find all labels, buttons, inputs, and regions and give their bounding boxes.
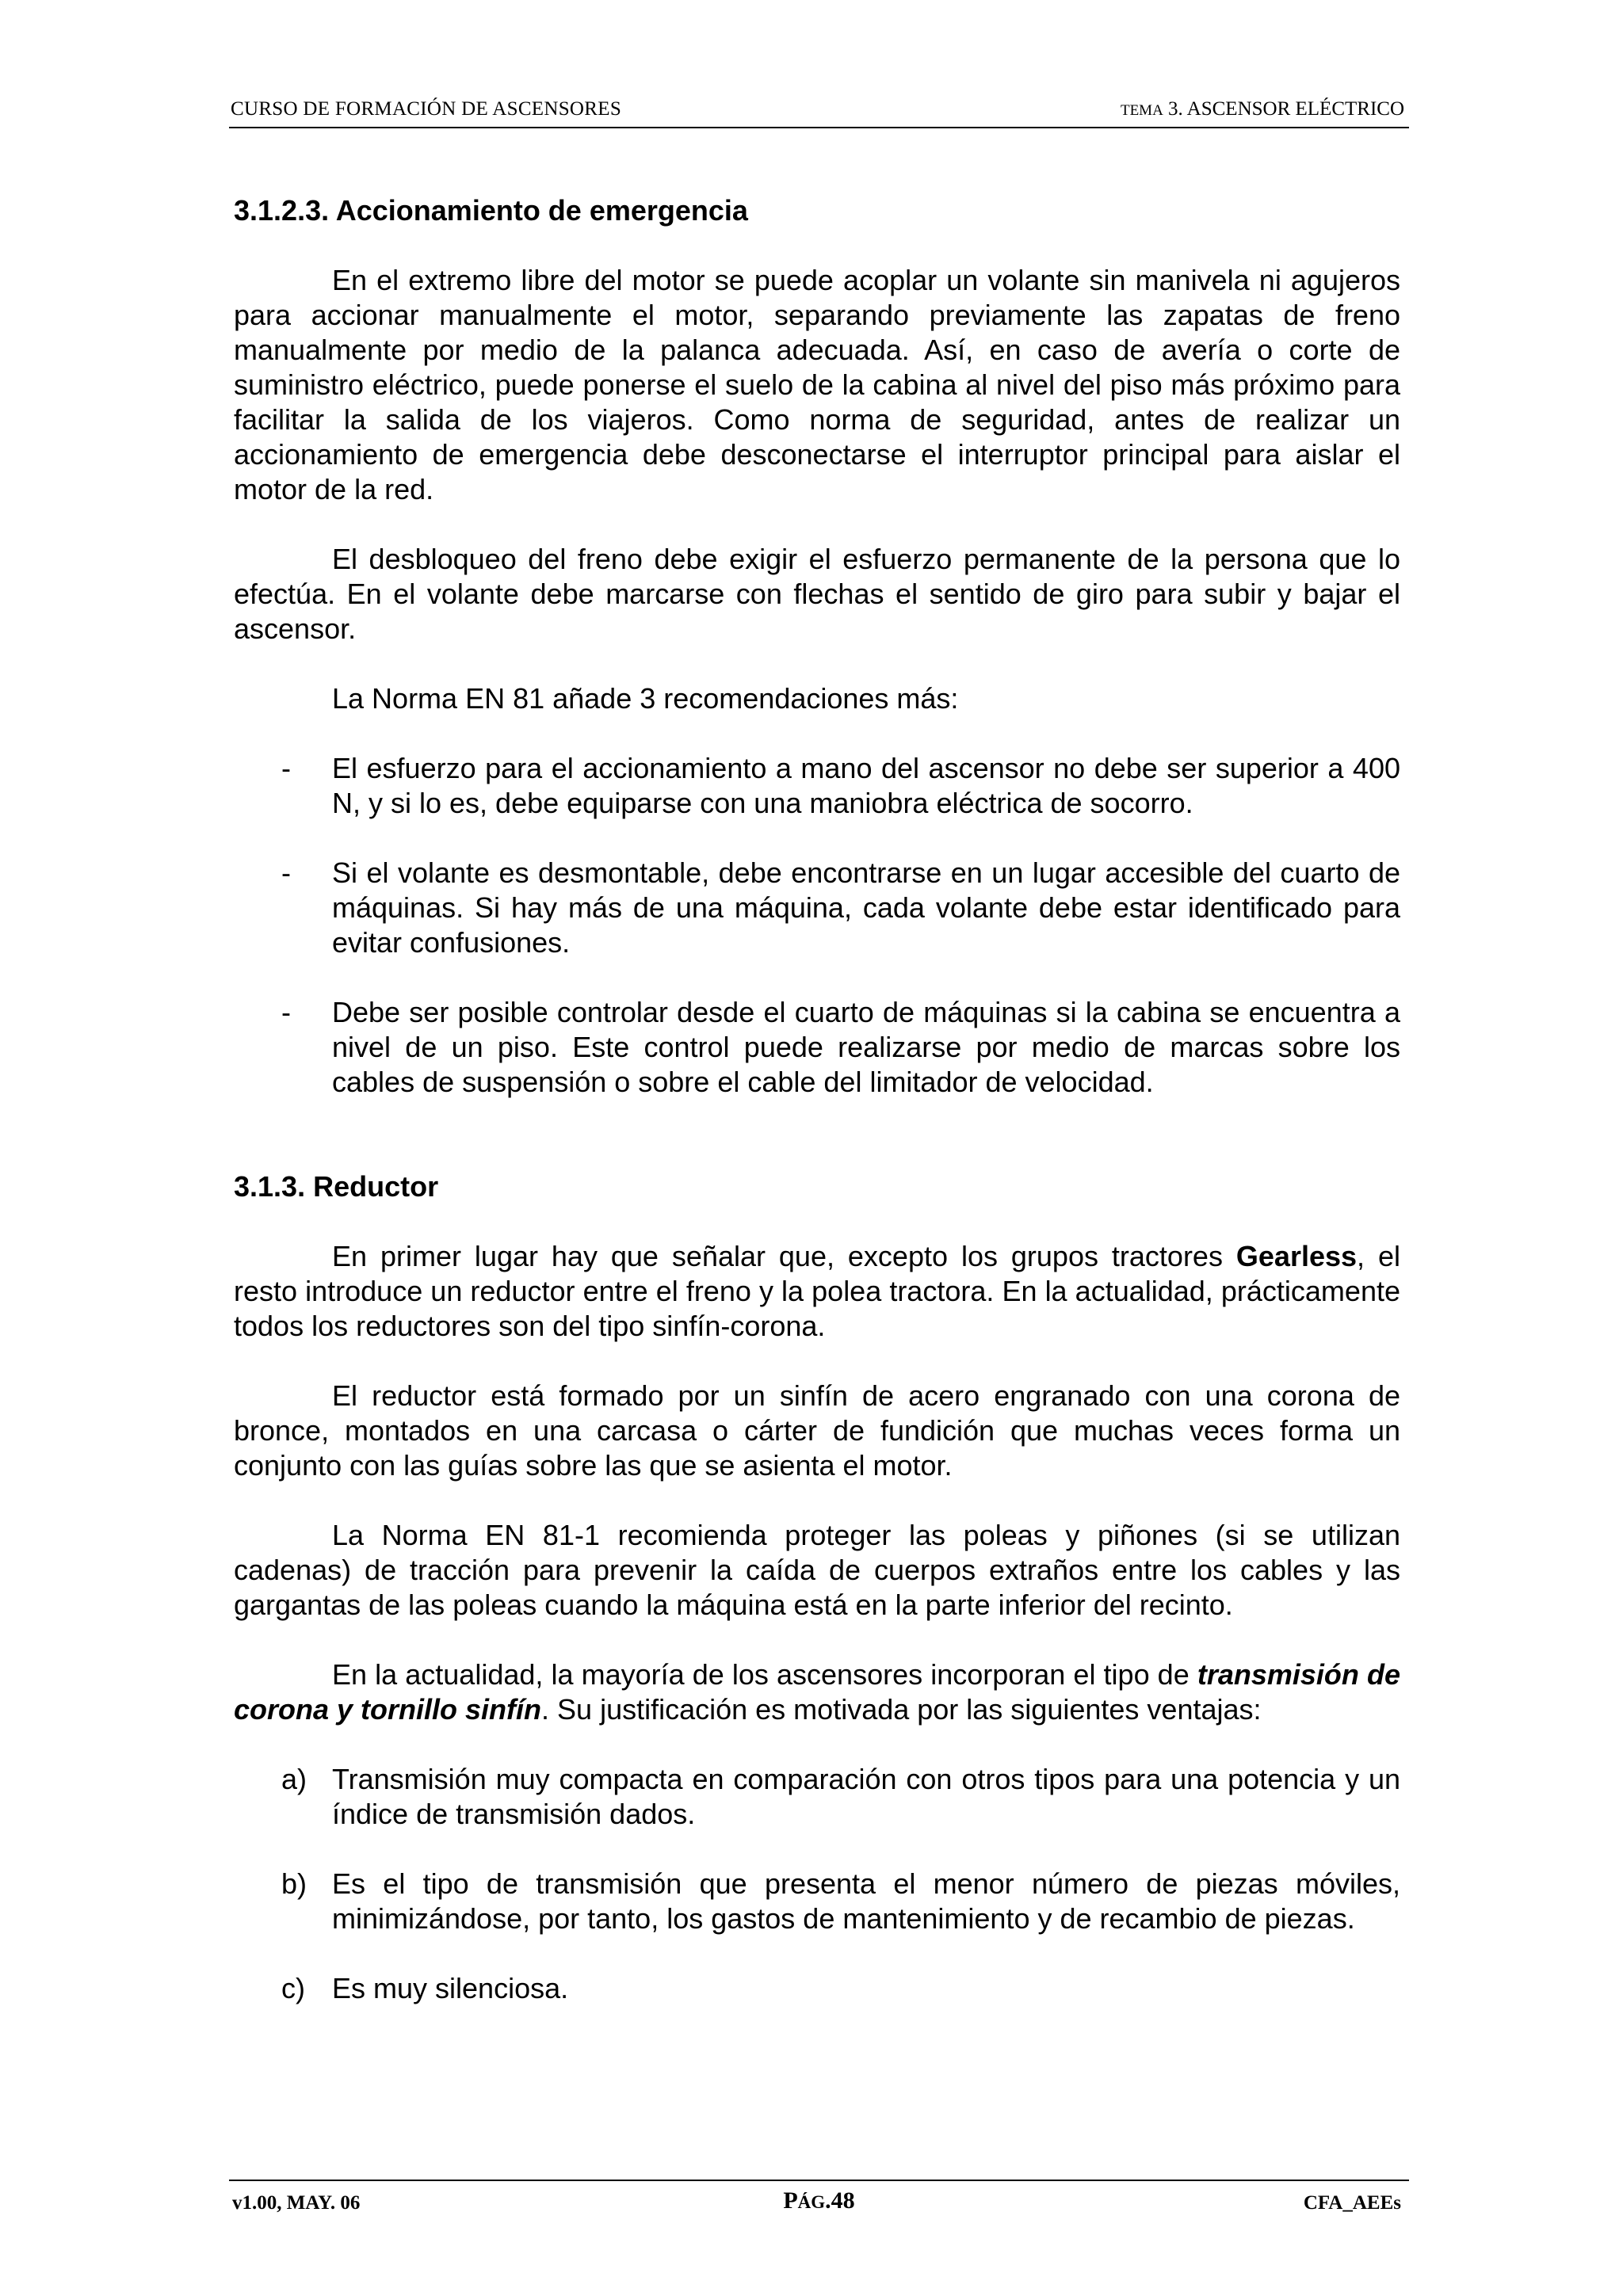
list-item-text: Transmisión muy compacta en comparación con otros tipos para una potencia y un índice de transmisión dados.: [332, 1763, 1400, 1830]
list-marker: -: [281, 856, 291, 889]
footer-code: CFA_AEEs: [1303, 2192, 1401, 2214]
list-item: [234, 751, 1400, 821]
paragraph: [234, 1657, 1400, 1727]
page-footer: [229, 2180, 1409, 2221]
bold-term: Gearless: [1235, 1240, 1358, 1272]
list-item-text: El esfuerzo para el accionamiento a mano del ascensor no debe ser superior a 400 N, y si lo es, debe equiparse con una maniobra eléctrica de socorro.: [332, 752, 1400, 819]
text-run: En primer lugar hay que señalar que, excepto los grupos tractores: [332, 1240, 1236, 1272]
footer-version: v1.00, MAY. 06: [232, 2192, 361, 2214]
list-marker: -: [281, 996, 291, 1028]
page-label-rest: ÁG: [797, 2192, 826, 2212]
list-marker: -: [281, 752, 291, 784]
list-marker: c): [281, 1972, 305, 2004]
section-heading-emergency: 3.1.2.3. Accionamiento de emergencia: [234, 194, 748, 227]
list-marker: a): [281, 1763, 307, 1795]
paragraph: La Norma EN 81 añade 3 recomendaciones más:: [332, 682, 959, 715]
list-item: [234, 995, 1400, 1100]
paragraph: La Norma EN 81-1 recomienda proteger las poleas y piñones (si se utilizan cadenas) de tracción para prevenir la caída de cuerpos extraños entre los cables y las gargantas de las poleas cuando la máquina está en la parte inferior del recinto.: [234, 1519, 1400, 1621]
paragraph: En el extremo libre del motor se puede acoplar un volante sin manivela ni agujeros para accionar manualmente el motor, separando previamente las zapatas de freno manualmente por medio de la palanca adecuada. Así, en caso de avería o corte de suministro eléctrico, puede ponerse el suelo de la cabina al nivel del piso más próximo para facilitar la salida de los viajeros. Como norma de seguridad, antes de realizar un accionamiento de emergencia debe desconectarse el interruptor principal para aislar el motor de la red.: [234, 264, 1400, 505]
header-tema-label: TEMA: [1120, 102, 1163, 119]
bold-italic-term: transmisión de corona y tornillo sinfín: [234, 1658, 1401, 1726]
header-topic-title: 3. ASCENSOR ELÉCTRICO: [1163, 98, 1404, 120]
text-run: . Su justificación es motivada por las siguientes ventajas:: [541, 1693, 1262, 1726]
list-marker: b): [281, 1867, 307, 1900]
list-item: [234, 856, 1400, 960]
list-item: [234, 1971, 1400, 2006]
page-header: [229, 97, 1409, 128]
paragraph: El reductor está formado por un sinfín de acero engranado con una corona de bronce, montados en una carcasa o cárter de fundición que muchas veces forma un conjunto con las guías sobre las que se asienta el motor.: [234, 1379, 1400, 1482]
page-content: [234, 193, 1400, 2041]
list-item-text: Si el volante es desmontable, debe encontrarse en un lugar accesible del cuarto de máquinas. Si hay más de una máquina, cada volante debe estar identificado para evitar confusiones.: [332, 856, 1400, 959]
list-item-text: Es muy silenciosa.: [332, 1972, 569, 2004]
header-course-title: CURSO DE FORMACIÓN DE ASCENSORES: [231, 98, 622, 120]
list-item-text: Es el tipo de transmisión que presenta el menor número de piezas móviles, minimizándose, por tanto, los gastos de mantenimiento y de recambio de piezas.: [332, 1867, 1400, 1935]
paragraph: [234, 1239, 1400, 1344]
page-number-value: .48: [825, 2187, 855, 2214]
header-topic: [1121, 98, 1404, 120]
text-run: En la actualidad, la mayoría de los ascensores incorporan el tipo de: [332, 1658, 1197, 1691]
section-heading-reductor: 3.1.3. Reductor: [234, 1170, 439, 1203]
text-run: , el resto introduce un reductor entre el freno y la polea tractora. En la actualidad, prácticamente todos los reductores son del tipo sinfín-corona.: [234, 1240, 1400, 1342]
footer-page-number: [229, 2187, 1409, 2214]
list-item: [234, 1762, 1400, 1832]
list-item: [234, 1867, 1400, 1936]
list-item-text: Debe ser posible controlar desde el cuarto de máquinas si la cabina se encuentra a nivel de un piso. Este control puede realizarse por medio de marcas sobre los cables de suspensión o sobre el cable del limitador de velocidad.: [332, 996, 1400, 1098]
paragraph: El desbloqueo del freno debe exigir el esfuerzo permanente de la persona que lo efectúa. En el volante debe marcarse con flechas el sentido de giro para subir y bajar el ascensor.: [234, 543, 1400, 645]
page-label-initial: P: [783, 2187, 798, 2214]
